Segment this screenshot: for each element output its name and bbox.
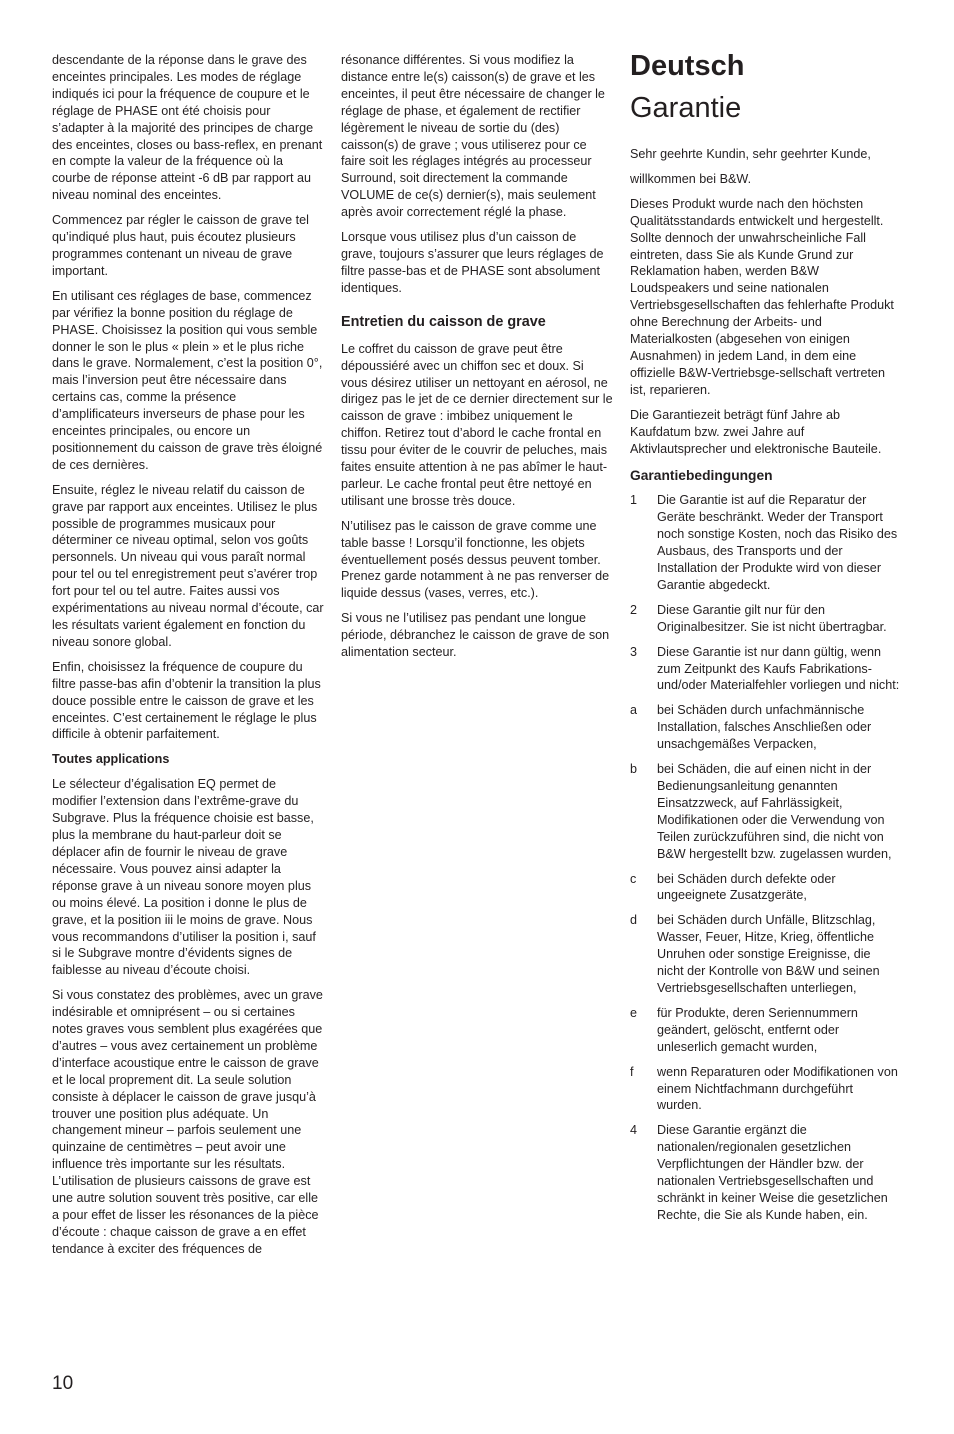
german-column [630,50,900,1232]
list-item-text: wenn Reparaturen oder Modifikationen von einem Nichtfachmann durchgeführt wurden. [657,1064,898,1113]
list-item-text: für Produkte, deren Seriennummern geändert, gelöscht, entfernt oder unleserlich gemacht wurden, [657,1005,858,1054]
paragraph: descendante de la réponse dans le grave des enceintes principales. Les modes de réglage indiqués ici pour la fréquence de coupure et le réglage de PHASE ont été choisis pour s’adapter à la majorité des principes de charge des enceintes, closes ou bass-reflex, en prenant en compte la valeur de la fréquence où la courbe de réponse atteint -6 dB par rapport au niveau nominal des enceintes. [52,53,323,203]
paragraph: Le coffret du caisson de grave peut être dépoussiéré avec un chiffon sec et doux. Si vous désirez utiliser un nettoyant en aérosol, ne dirigez pas le jet de ce dernier directement sur le caisson de grave : imbibez uniquement le chiffon. Retirez tout d’abord le cache frontal en tissu pour éviter de le couvrir de peluches, mais faites ensuite attention à ne pas abîmer le haut-parleur. Le cache frontal peut être nettoyé en utilisant une brosse très douce. [341,341,613,508]
paragraph: Enfin, choisissez la fréquence de coupure du filtre passe-bas afin d’obtenir la transition la plus douce possible entre le caisson de grave et les enceintes. C’est certainement le réglage le plus difficile à obtenir parfaitement. [52,659,321,742]
list-marker: 3 [630,644,638,659]
list-item-text: Diese Garantie ergänzt die nationalen/regionalen gesetzlichen Verpflichtungen der Händler bzw. der nationalen Vertriebsgesellschaften und schränkt in keiner Weise die gesetzlichen Rechte, die Sie als Kunde haben, ein. [657,1123,888,1222]
list-item [630,871,900,905]
language-heading: Deutsch [630,50,745,82]
section-heading: Toutes applications [52,752,170,767]
paragraph: Le sélecteur d’égalisation EQ permet de modifier l’extension dans l’extrême-grave du Subgrave. Plus la fréquence choisie est basse, plus la membrane du haut-parleur doit se déplacer afin de fournir le niveau de grave nécessaire. Vous pouvez ainsi adapter la réponse grave à un niveau sonore moyen plus ou moins élevé. La position i donne le plus de grave, et la position iii le moins de grave. Nous vous recommandons d’utiliser la position i, sauf si le Subgrave montre d’évidents signes de faiblesse au niveau d’écoute choisi. [52,777,316,978]
list-marker: 4 [630,1123,638,1138]
greeting-line: willkommen bei B&W. [630,171,752,186]
list-item [630,1122,900,1223]
greeting-line: Sehr geehrte Kundin, sehr geehrter Kunde, [630,147,871,161]
list-item-text: bei Schäden durch unfachmännische Installation, falsches Anschließen oder unsachgemäßes Verpacken, [657,703,872,752]
list-marker: 1 [630,493,638,508]
section-heading: Garantiebedingungen [630,468,773,484]
french-column-1 [52,50,324,1266]
paragraph: N’utilisez pas le caisson de grave comme une table basse ! Lorsqu’il fonctionne, les objets éventuellement posés dessus peuvent tomber. Prenez garde notamment à ne pas renverser de liquide dessus (vases, verres, etc.). [341,518,610,601]
list-item [630,602,900,636]
list-marker: e [630,1005,638,1020]
list-item [630,644,900,695]
list-item-text: bei Schäden durch Unfälle, Blitzschlag, Wasser, Feuer, Hitze, Krieg, öffentliche Unruhen oder sonstige Ereignisse, die nicht der Kontrolle von B&W und seinen Vertriebsgesellschaften unterliegen, [657,913,880,995]
paragraph: Commencez par régler le caisson de grave tel qu’indiqué plus haut, puis écoutez plusieurs programmes contenant un niveau de grave important. [52,213,309,278]
paragraph: En utilisant ces réglages de base, commencez par vérifiez la bonne position du réglage de PHASE. Choisissez la position qui vous semble donner le son le plus « plein » et le plus riche dans le grave. Normalement, c’est la position 0°, mais l’inversion peut être nécessaire dans certains cas, comme la présence d’amplificateurs inverseurs de phase pour les enceintes principales, ou encore un positionnement du caisson de grave très éloigné de ces dernières. [52,288,323,472]
paragraph: Dieses Produkt wurde nach den höchsten Qualitätsstandards entwickelt und hergestellt. Sollte dennoch der unwahrscheinliche Fall eintreten, dass Sie als Kunde Grund zur Reklamation haben, werden B&W Loudspeakers und seine nationalen Vertriebsgesellschaften das fehlerhafte Produkt ohne Berechnung der Arbeits- und Materialkosten (abgesehen von einigen Ausnahmen) in jedem Land, in dem eine offizielle B&W-Vertriebsge-sellschaft vertreten ist, reparieren. [630,196,894,397]
page-title: Garantie [630,92,742,124]
list-item [630,1005,900,1056]
page-number: 10 [52,1373,74,1394]
paragraph: Si vous ne l’utilisez pas pendant une longue période, débranchez le caisson de grave de son alimentation secteur. [341,611,610,660]
list-marker: b [630,762,638,777]
paragraph: Ensuite, réglez le niveau relatif du caisson de grave par rapport aux enceintes. Utilisez le plus possible de programmes musicaux pour déterminer ce niveau optimal, selon vos goûts personnels. Un niveau qui vous paraît normal pour tel ou tel enregistrement peut s’avérer trop fort pour tel ou tel autre. Faites aussi vos expérimentations au niveau normal d’écoute, car les résultats varient également en fonction du niveau sonore global. [52,482,324,649]
list-item-text: bei Schäden durch defekte oder ungeeignete Zusatzgeräte, [657,871,836,903]
list-item [630,702,900,753]
list-item-text: Diese Garantie ist nur dann gültig, wenn zum Zeitpunkt des Kaufs Fabrikations- und/oder Materialfehler vorliegen und nicht: [657,644,900,693]
list-marker: d [630,913,638,928]
list-marker: a [630,703,638,718]
list-item [630,492,900,593]
paragraph: résonance différentes. Si vous modifiez la distance entre le(s) caisson(s) de grave et les enceintes, il peut être nécessaire de changer le réglage de phase, et également de rectifier légèrement le niveau de sortie du (des) caisson(s) de grave ; vous utiliserez pour ce faire soit les réglages intégrés au processeur Surround, soit directement la commande VOLUME de ce(s) dernier(s), mais seulement après avoir correctement réglé la phase. [341,53,605,220]
list-marker: c [630,871,637,886]
paragraph: Lorsque vous utilisez plus d’un caisson de grave, toujours s’assurer que leurs réglages de filtre passe-bas et de PHASE sont absolument identiques. [341,230,604,295]
list-marker: 2 [630,602,638,617]
section-heading: Entretien du caisson de grave [341,313,546,330]
list-item [630,1064,900,1115]
list-item-text: Die Garantie ist auf die Reparatur der Geräte beschränkt. Weder der Transport noch sonstige Kosten, noch das Risiko des Ausbaus, des Transports und der Installation der Produkte wird von dieser Garantie abgedeckt. [657,493,898,592]
french-column-2 [341,50,613,669]
paragraph: Si vous constatez des problèmes, avec un grave indésirable et omniprésent – ou si certaines notes graves vous semblent plus exagérées que d’autres – vous avez certainement un problème d’interface acoustique entre le caisson de grave et le local proprement dit. La seule solution consiste à déplacer le caisson de grave jusqu’à trouver une position plus adéquate. Un changement mineur – parfois seulement une quinzaine de centimètres – peut avoir une influence très importante sur les résultats. L’utilisation de plusieurs caissons de grave est une autre solution souvent très positive, car elle a pour effet de lisser les résonances de la pièce d’écoute : chaque caisson de grave a en effet tendance à exciter des fréquences de [52,988,323,1256]
list-item-text: bei Schäden, die auf einen nicht in der Bedienungsanleitung genannten Einsatzzweck, auf Fahrlässigkeit, Modifikationen oder die Verwendung von Teilen zurückzuführen sind, die nicht von B&W hergestellt bzw. zugelassen wurden, [657,762,892,861]
paragraph: Die Garantiezeit beträgt fünf Jahre ab Kaufdatum bzw. zwei Jahre auf Aktivlautsprecher und elektronische Bauteile. [630,407,882,456]
list-item [630,912,900,997]
list-item [630,761,900,862]
list-marker: f [630,1064,634,1079]
list-item-text: Diese Garantie gilt nur für den Originalbesitzer. Sie ist nicht übertragbar. [657,602,887,634]
